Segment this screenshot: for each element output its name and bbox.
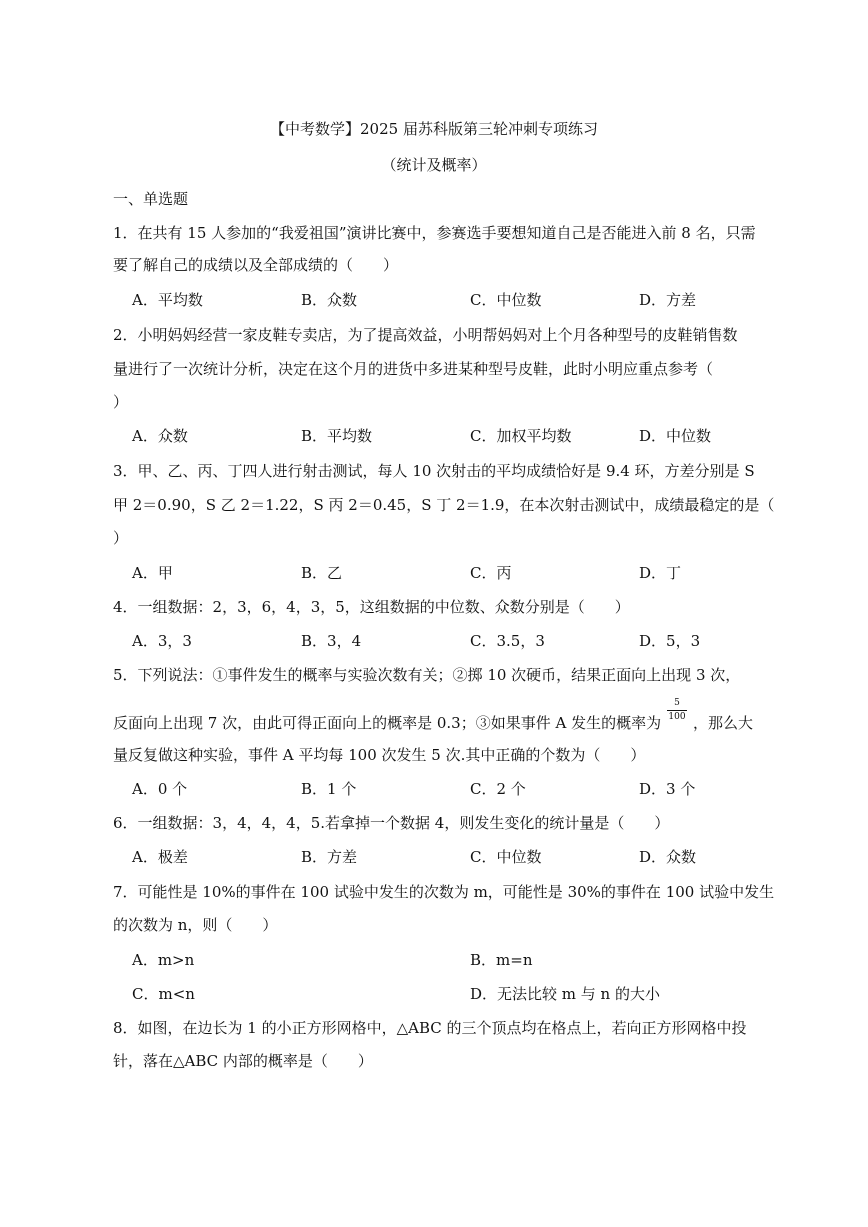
question-5-line-1: 5．下列说法：①事件发生的概率与实验次数有关；②掷 10 次硬币，结果正面向上出现 3 次， xyxy=(113,666,741,684)
question-4-option-a: A．3，3 xyxy=(132,632,192,650)
probability-fraction xyxy=(667,698,687,723)
question-6-option-c: C．中位数 xyxy=(470,848,542,866)
question-4-option-d: D．5，3 xyxy=(639,632,701,650)
question-7-option-a: A．m>n xyxy=(132,951,195,969)
question-1-line-2: 要了解自己的成绩以及全部成绩的（ ） xyxy=(113,256,399,274)
question-4-option-c: C．3.5，3 xyxy=(470,632,545,650)
question-7-option-c: C．m<n xyxy=(132,985,195,1003)
question-3-option-b: B．乙 xyxy=(301,564,343,582)
question-5-option-a: A．0 个 xyxy=(132,780,188,798)
question-5-option-c: C．2 个 xyxy=(470,780,526,798)
question-3-line-3: ） xyxy=(113,529,129,547)
question-1-line-1: 1．在共有 15 人参加的“我爱祖国”演讲比赛中，参赛选手要想知道自己是否能进入前 8 名，只需 xyxy=(113,224,756,242)
question-2-option-d: D．中位数 xyxy=(639,427,712,445)
question-1-option-d: D．方差 xyxy=(639,291,697,309)
question-6-option-b: B．方差 xyxy=(301,848,358,866)
question-8-line-1: 8．如图，在边长为 1 的小正方形网格中，△ABC 的三个顶点均在格点上，若向正方形网格中投 xyxy=(113,1019,747,1037)
document-title: 【中考数学】2025 届苏科版第三轮冲刺专项练习 xyxy=(270,120,598,138)
question-1-option-c: C．中位数 xyxy=(470,291,542,309)
question-5-option-d: D．3 个 xyxy=(639,780,696,798)
question-3-line-2: 甲 2＝0.90，S 乙 2＝1.22，S 丙 2＝0.45，S 丁 2＝1.9，在本次射击测试中，成绩最稳定的是（ xyxy=(113,496,775,514)
section-heading: 一、单选题 xyxy=(113,190,189,208)
question-7-line-2: 的次数为 n，则（ ） xyxy=(113,916,278,934)
question-8-line-2: 针，落在△ABC 内部的概率是（ ） xyxy=(113,1052,373,1070)
question-6-line-1: 6．一组数据：3，4，4，4，5.若拿掉一个数据 4，则发生变化的统计量是（ ） xyxy=(113,814,670,832)
question-6-option-d: D．众数 xyxy=(639,848,697,866)
question-5-line-2-tail: ，那么大 xyxy=(693,714,754,732)
question-4-line-1: 4．一组数据：2，3，6，4，3，5，这组数据的中位数、众数分别是（ ） xyxy=(113,598,630,616)
question-2-line-3: ） xyxy=(113,393,129,411)
question-4-option-b: B．3，4 xyxy=(301,632,362,650)
question-3-option-c: C．丙 xyxy=(470,564,512,582)
question-6-option-a: A．极差 xyxy=(132,848,188,866)
question-2-option-a: A．众数 xyxy=(132,427,188,445)
question-1-option-b: B．众数 xyxy=(301,291,358,309)
question-2-line-1: 2．小明妈妈经营一家皮鞋专卖店，为了提高效益，小明帮妈妈对上个月各种型号的皮鞋销售数 xyxy=(113,326,738,344)
fraction-numerator: 5 xyxy=(674,698,680,708)
question-2-option-b: B．平均数 xyxy=(301,427,373,445)
question-5-line-3: 量反复做这种实验，事件 A 平均每 100 次发生 5 次.其中正确的个数为（ ） xyxy=(113,746,646,764)
document-subtitle: （统计及概率） xyxy=(381,156,487,174)
fraction-denominator: 100 xyxy=(668,712,686,722)
question-2-line-2: 量进行了一次统计分析，决定在这个月的进货中多进某种型号皮鞋，此时小明应重点参考（ xyxy=(113,360,714,378)
question-2-option-c: C．加权平均数 xyxy=(470,427,572,445)
question-7-line-1: 7．可能性是 10%的事件在 100 试验中发生的次数为 m，可能性是 30%的事件在 100 试验中发生 xyxy=(113,883,775,901)
question-5-option-b: B．1 个 xyxy=(301,780,357,798)
question-3-option-a: A．甲 xyxy=(132,564,173,582)
question-7-option-b: B．m=n xyxy=(470,951,533,969)
question-1-option-a: A．平均数 xyxy=(132,291,203,309)
fraction-bar xyxy=(667,710,687,711)
question-5-line-2: 反面向上出现 7 次，由此可得正面向上的概率是 0.3；③如果事件 A 发生的概率为 xyxy=(113,714,662,732)
question-7-option-d: D．无法比较 m 与 n 的大小 xyxy=(470,985,660,1003)
question-3-line-1: 3．甲、乙、丙、丁四人进行射击测试，每人 10 次射击的平均成绩恰好是 9.4 环，方差分别是 S xyxy=(113,462,755,480)
question-3-option-d: D．丁 xyxy=(639,564,682,582)
